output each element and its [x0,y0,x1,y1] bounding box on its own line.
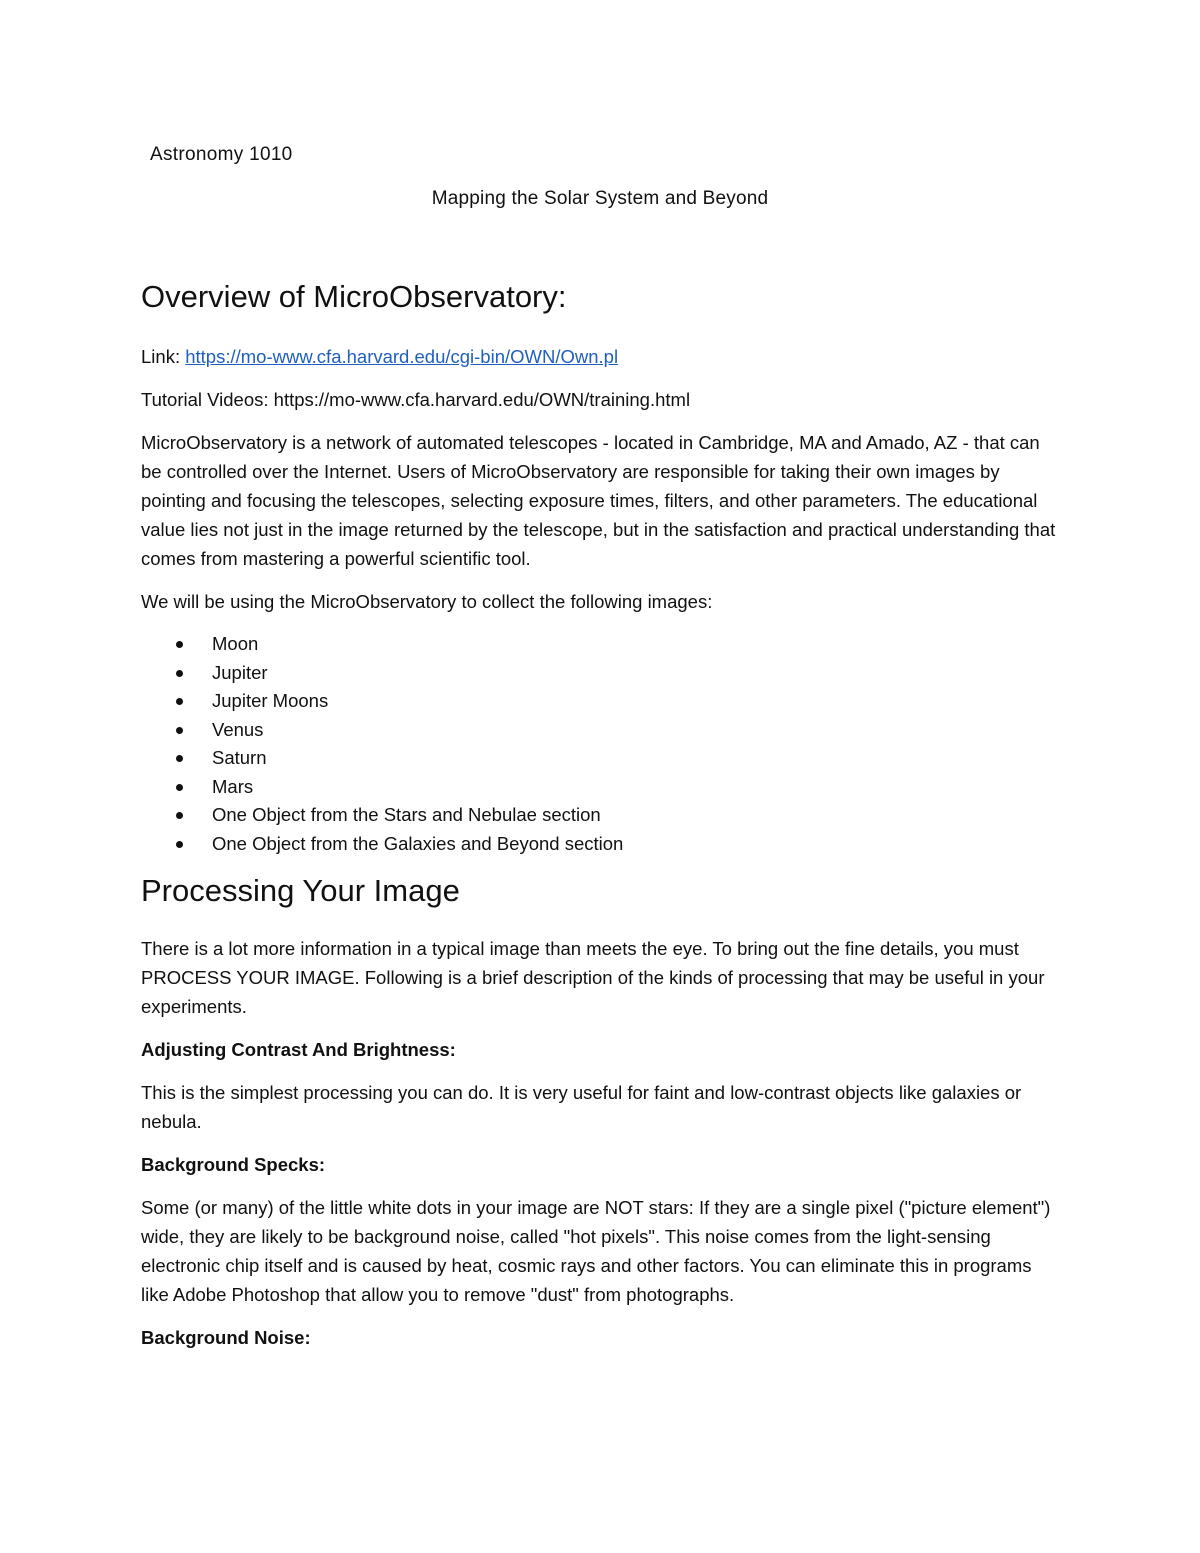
link-line [141,342,1061,371]
target-list [141,630,1061,858]
bullet-icon [176,727,183,734]
noise-label: Background Noise: [141,1327,311,1348]
bullet-icon [176,641,183,648]
bullet-icon [176,670,183,677]
tutorial-line [141,385,1061,414]
list-item: Venus [141,716,1061,745]
specks-text: Some (or many) of the little white dots in your image are NOT stars: If they are a single pixel ("picture element") wide, they are likely to be background noise, called "hot pixels". This noise comes from the light-sensing electronic chip itself and is caused by heat, cosmic rays and other factors. You can eliminate this in programs like Adobe Photoshop that allow you to remove "dust" from photographs. [141,1197,1051,1305]
document-subtitle: Mapping the Solar System and Beyond [431,188,769,209]
document-body [141,276,1061,1366]
tutorial-url: https://mo-www.cfa.harvard.edu/OWN/training.html [273,389,691,410]
bullet-icon [176,755,183,762]
list-item: One Object from the Stars and Nebulae section [141,801,1061,830]
contrast-label: Adjusting Contrast And Brightness: [141,1039,456,1060]
list-item: Moon [141,630,1061,659]
course-title: Astronomy 1010 [150,144,293,165]
overview-heading: Overview of MicroObservatory: [141,279,567,314]
processing-heading: Processing Your Image [141,873,460,908]
specks-label: Background Specks: [141,1154,326,1175]
list-intro: We will be using the MicroObservatory to collect the following images: [141,591,713,612]
microobservatory-link[interactable]: https://mo-www.cfa.harvard.edu/cgi-bin/OWN/Own.pl [185,346,619,367]
bullet-icon [176,812,183,819]
list-item: Jupiter [141,659,1061,688]
list-item: Jupiter Moons [141,687,1061,716]
list-item: One Object from the Galaxies and Beyond section [141,830,1061,859]
link-label: Link: [141,346,181,367]
overview-description: MicroObservatory is a network of automated telescopes - located in Cambridge, MA and Amado, AZ - that can be controlled over the Internet. Users of MicroObservatory are responsible for taking their own images by pointing and focusing the telescopes, selecting exposure times, filters, and other parameters. The educational value lies not just in the image returned by the telescope, but in the satisfaction and practical understanding that comes from mastering a powerful scientific tool. [141,432,1056,569]
tutorial-label: Tutorial Videos: [141,389,269,410]
list-item: Mars [141,773,1061,802]
processing-intro: There is a lot more information in a typical image than meets the eye. To bring out the fine details, you must PROCESS YOUR IMAGE. Following is a brief description of the kinds of processing that may be useful in your experiments. [141,938,1045,1017]
bullet-icon [176,698,183,705]
list-item: Saturn [141,744,1061,773]
contrast-text: This is the simplest processing you can do. It is very useful for faint and low-contrast objects like galaxies or nebula. [141,1082,1022,1132]
bullet-icon [176,784,183,791]
bullet-icon [176,841,183,848]
